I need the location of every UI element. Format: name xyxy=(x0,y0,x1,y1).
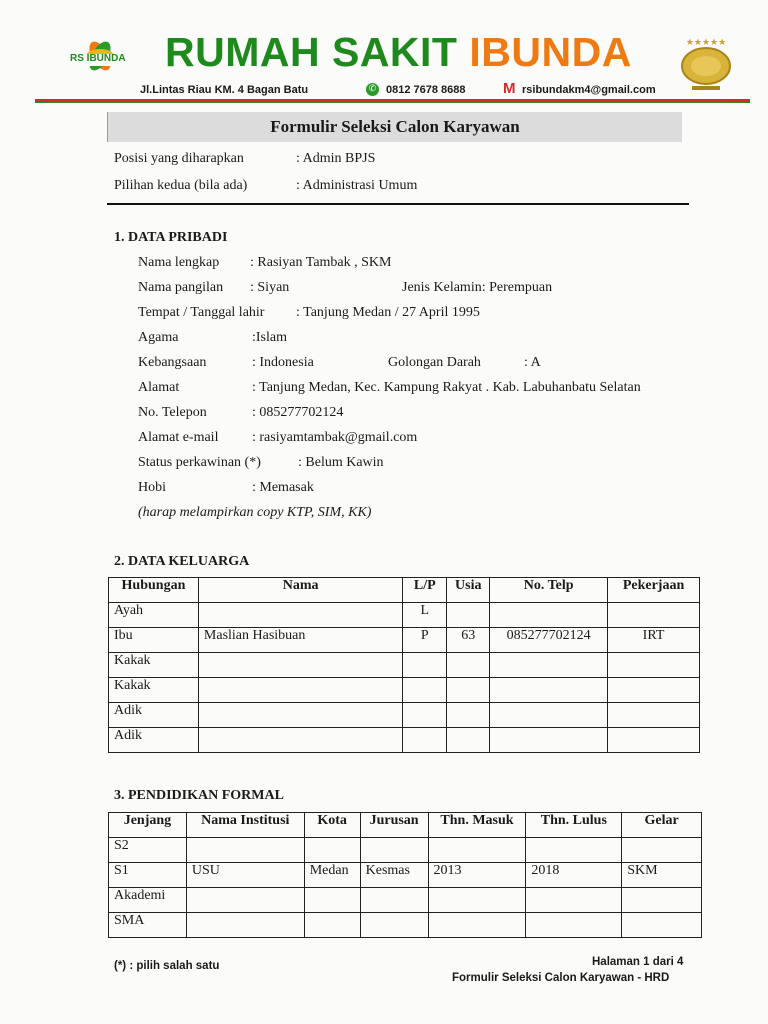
table-cell: Kesmas xyxy=(360,863,428,888)
table-cell: SKM xyxy=(622,863,702,888)
column-header: Usia xyxy=(447,578,490,603)
table-cell: 2018 xyxy=(526,863,622,888)
field-label: Nama lengkap xyxy=(138,255,220,270)
position-label: Posisi yang diharapkan xyxy=(114,151,244,166)
hospital-phone: 0812 7678 8688 xyxy=(386,84,466,96)
table-cell xyxy=(490,603,608,628)
svg-text:★★★★★: ★★★★★ xyxy=(685,37,727,47)
table-cell xyxy=(608,653,700,678)
table-cell: Ayah xyxy=(109,603,199,628)
hospital-name-orange: IBUNDA xyxy=(469,29,632,75)
table-cell xyxy=(403,728,447,753)
accreditation-seal xyxy=(678,36,734,96)
column-header: Hubungan xyxy=(109,578,199,603)
table-header-row xyxy=(109,813,702,838)
table-cell xyxy=(403,653,447,678)
table-cell: SMA xyxy=(109,913,187,938)
table-cell xyxy=(622,838,702,863)
column-header: Pekerjaan xyxy=(608,578,700,603)
table-cell xyxy=(608,603,700,628)
field-label: Nama pangilan xyxy=(138,280,224,295)
table-row xyxy=(109,653,700,678)
table-cell: Maslian Hasibuan xyxy=(198,628,402,653)
section-heading-keluarga: 2. DATA KELUARGA xyxy=(114,554,250,569)
column-header: Thn. Masuk xyxy=(428,813,526,838)
table-cell xyxy=(198,653,402,678)
form-title: Formulir Seleksi Calon Karyawan xyxy=(107,112,682,142)
field-label: Status perkawinan (*) xyxy=(138,455,261,470)
field-gender: Jenis Kelamin: Perempuan xyxy=(402,280,553,295)
page-number: Halaman 1 dari 4 xyxy=(592,956,684,968)
table-cell: Ibu xyxy=(109,628,199,653)
hospital-name-green: RUMAH SAKIT xyxy=(165,29,458,75)
column-header: Nama xyxy=(198,578,402,603)
column-header: No. Telp xyxy=(490,578,608,603)
table-cell xyxy=(490,703,608,728)
field-label: Golongan Darah xyxy=(388,355,481,370)
logo-label: RS IBUNDA xyxy=(70,53,126,64)
table-cell xyxy=(526,913,622,938)
table-cell: L xyxy=(403,603,447,628)
field-label: Alamat e-mail xyxy=(138,430,219,445)
education-table xyxy=(108,812,702,938)
footer-note: (*) : pilih salah satu xyxy=(114,960,220,972)
table-cell: Medan xyxy=(304,863,360,888)
table-row xyxy=(109,678,700,703)
table-cell xyxy=(198,678,402,703)
table-cell: Kakak xyxy=(109,678,199,703)
column-header: Nama Institusi xyxy=(186,813,304,838)
field-label: Alamat xyxy=(138,380,180,395)
table-row xyxy=(109,913,702,938)
table-cell xyxy=(428,838,526,863)
field-value: : A xyxy=(524,355,541,370)
table-cell xyxy=(526,888,622,913)
table-header-row xyxy=(109,578,700,603)
table-cell xyxy=(304,838,360,863)
field-value: : Belum Kawin xyxy=(298,455,384,470)
table-cell xyxy=(490,653,608,678)
table-cell xyxy=(360,888,428,913)
mail-icon: M xyxy=(503,80,516,97)
table-cell xyxy=(403,678,447,703)
hospital-email: rsibundakm4@gmail.com xyxy=(522,84,656,96)
header-divider-green xyxy=(35,102,750,103)
table-cell: Akademi xyxy=(109,888,187,913)
table-cell xyxy=(490,728,608,753)
table-cell xyxy=(608,728,700,753)
field-label: No. Telepon xyxy=(138,405,207,420)
table-row xyxy=(109,838,702,863)
table-cell: Kakak xyxy=(109,653,199,678)
hospital-name xyxy=(165,29,632,75)
table-cell: 63 xyxy=(447,628,490,653)
table-cell xyxy=(304,913,360,938)
field-value: : 085277702124 xyxy=(252,405,344,420)
field-value: : Indonesia xyxy=(252,355,314,370)
table-cell xyxy=(403,703,447,728)
table-cell xyxy=(447,728,490,753)
table-row xyxy=(109,728,700,753)
column-header: L/P xyxy=(403,578,447,603)
table-cell: 085277702124 xyxy=(490,628,608,653)
column-header: Gelar xyxy=(622,813,702,838)
table-cell: S2 xyxy=(109,838,187,863)
field-value: : Memasak xyxy=(252,480,314,495)
hospital-logo xyxy=(60,36,140,88)
section-heading-pribadi: 1. DATA PRIBADI xyxy=(114,230,228,245)
table-row xyxy=(109,603,700,628)
table-row xyxy=(109,863,702,888)
table-cell: P xyxy=(403,628,447,653)
field-value: : Tanjung Medan / 27 April 1995 xyxy=(296,305,480,320)
table-cell: Adik xyxy=(109,728,199,753)
family-table xyxy=(108,577,700,753)
table-row xyxy=(109,628,700,653)
position-value: : Admin BPJS xyxy=(296,151,376,166)
field-value: : Siyan xyxy=(250,280,290,295)
table-cell xyxy=(360,838,428,863)
table-cell xyxy=(622,913,702,938)
column-header: Thn. Lulus xyxy=(526,813,622,838)
table-cell xyxy=(447,653,490,678)
field-label: Kebangsaan xyxy=(138,355,207,370)
field-value: : rasiyamtambak@gmail.com xyxy=(252,430,418,445)
field-value: :Islam xyxy=(252,330,287,345)
field-label: Agama xyxy=(138,330,179,345)
table-cell xyxy=(360,913,428,938)
table-cell: 2013 xyxy=(428,863,526,888)
table-cell xyxy=(186,888,304,913)
table-cell xyxy=(490,678,608,703)
table-row xyxy=(109,888,702,913)
table-cell: USU xyxy=(186,863,304,888)
attachment-note: (harap melampirkan copy KTP, SIM, KK) xyxy=(138,505,372,520)
table-cell xyxy=(428,913,526,938)
table-cell xyxy=(428,888,526,913)
column-header: Jenjang xyxy=(109,813,187,838)
table-cell xyxy=(198,703,402,728)
table-cell xyxy=(608,703,700,728)
hospital-address: Jl.Lintas Riau KM. 4 Bagan Batu xyxy=(140,84,309,96)
table-cell xyxy=(198,603,402,628)
table-cell xyxy=(447,703,490,728)
footer-form-name: Formulir Seleksi Calon Karyawan - HRD xyxy=(452,972,670,984)
table-cell xyxy=(447,603,490,628)
table-cell xyxy=(447,678,490,703)
field-value: : Tanjung Medan, Kec. Kampung Rakyat . Kab. Labuhanbatu Selatan xyxy=(252,380,641,395)
table-cell xyxy=(608,678,700,703)
section-heading-pendidikan: 3. PENDIDIKAN FORMAL xyxy=(114,788,284,803)
table-cell: Adik xyxy=(109,703,199,728)
section-divider xyxy=(107,203,689,205)
field-value: : Rasiyan Tambak , SKM xyxy=(250,255,392,270)
table-cell xyxy=(304,888,360,913)
table-cell xyxy=(186,913,304,938)
column-header: Jurusan xyxy=(360,813,428,838)
table-row xyxy=(109,703,700,728)
table-cell: IRT xyxy=(608,628,700,653)
table-cell xyxy=(526,838,622,863)
table-cell xyxy=(186,838,304,863)
alt-position-value: : Administrasi Umum xyxy=(296,178,418,193)
whatsapp-icon: ✆ xyxy=(366,83,379,96)
alt-position-label: Pilihan kedua (bila ada) xyxy=(114,178,248,193)
field-label: Tempat / Tanggal lahir xyxy=(138,305,265,320)
table-cell: S1 xyxy=(109,863,187,888)
table-cell xyxy=(198,728,402,753)
table-cell xyxy=(622,888,702,913)
column-header: Kota xyxy=(304,813,360,838)
field-label: Hobi xyxy=(138,480,166,495)
